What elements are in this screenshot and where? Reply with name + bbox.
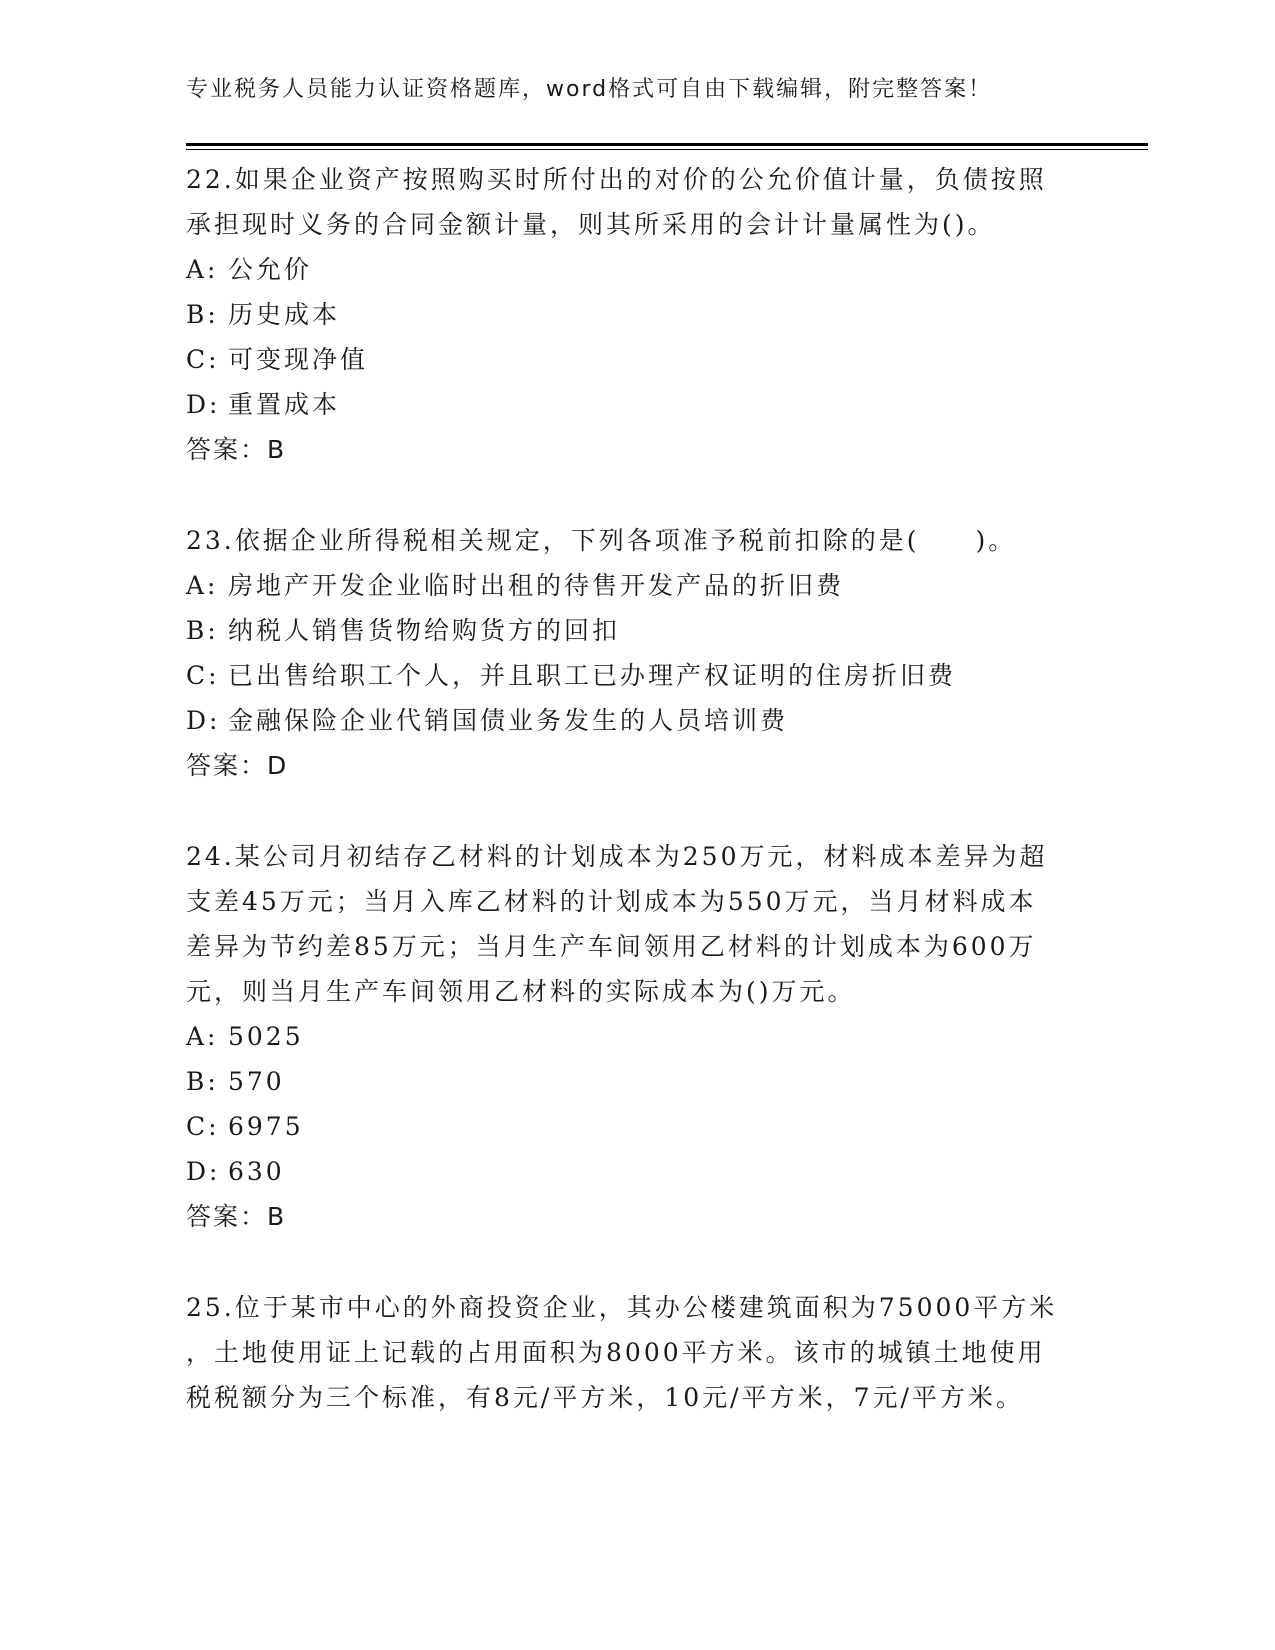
option-b [186, 608, 1086, 653]
option-a [186, 1014, 1086, 1059]
option-d [186, 698, 1086, 743]
question-list [186, 157, 1086, 1420]
option-letter: B: [186, 616, 219, 645]
option-text: 570 [228, 1067, 285, 1096]
option-a [186, 247, 1086, 292]
question-24 [186, 834, 1086, 1239]
option-text: 纳税人销售货物给购货方的回扣 [228, 616, 621, 645]
question-text-line: 22.如果企业资产按照购买时所付出的对价的公允价值计量，负债按照 [186, 165, 1047, 194]
answer-line: 答案：B [186, 1202, 287, 1231]
question-text-line: 承担现时义务的合同金额计量，则其所采用的会计计量属性为()。 [186, 210, 996, 239]
option-letter: B: [186, 1067, 219, 1096]
answer-line: 答案：D [186, 751, 289, 780]
option-letter: A: [186, 1022, 219, 1051]
question-text-line: ，土地使用证上记载的占用面积为8000平方米。该市的城镇土地使用 [186, 1338, 1046, 1367]
question-text-line: 差异为节约差85万元；当月生产车间领用乙材料的计划成本为600万 [186, 932, 1037, 961]
option-letter: D: [186, 390, 221, 419]
option-list [186, 247, 1086, 427]
option-text: 6975 [228, 1112, 304, 1141]
option-letter: D: [186, 706, 221, 735]
header-rule-thin [186, 149, 1148, 150]
option-list [186, 1014, 1086, 1194]
option-b [186, 1059, 1086, 1104]
option-a [186, 563, 1086, 608]
option-text: 可变现净值 [228, 345, 369, 374]
option-text: 公允价 [228, 255, 313, 284]
header-rule-thick [186, 143, 1148, 146]
option-list [186, 563, 1086, 743]
option-c [186, 1104, 1086, 1149]
option-letter: C: [186, 345, 220, 374]
option-text: 历史成本 [228, 300, 341, 329]
option-text: 房地产开发企业临时出租的待售开发产品的折旧费 [228, 571, 845, 600]
question-text-line: 税税额分为三个标准，有8元/平方米，10元/平方米，7元/平方米。 [186, 1383, 1024, 1412]
option-letter: A: [186, 571, 219, 600]
option-c [186, 653, 1086, 698]
question-text-line: 支差45万元；当月入库乙材料的计划成本为550万元，当月材料成本 [186, 887, 1037, 916]
option-text: 已出售给职工个人，并且职工已办理产权证明的住房折旧费 [228, 661, 957, 690]
option-text: 630 [228, 1157, 285, 1186]
option-letter: D: [186, 1157, 221, 1186]
option-b [186, 292, 1086, 337]
question-text-line: 25.位于某市中心的外商投资企业，其办公楼建筑面积为75000平方米 [186, 1293, 1058, 1322]
question-text-line: 24.某公司月初结存乙材料的计划成本为250万元，材料成本差异为超 [186, 842, 1048, 871]
option-d [186, 1149, 1086, 1194]
option-letter: B: [186, 300, 219, 329]
option-letter: C: [186, 1112, 220, 1141]
question-23 [186, 518, 1086, 788]
option-text: 重置成本 [228, 390, 341, 419]
option-letter: A: [186, 255, 219, 284]
page-header: 专业税务人员能力认证资格题库，word格式可自由下载编辑，附完整答案！ [186, 77, 993, 102]
question-22 [186, 157, 1086, 472]
option-letter: C: [186, 661, 220, 690]
question-text-line: 23.依据企业所得税相关规定，下列各项准予税前扣除的是( )。 [186, 526, 1017, 555]
question-25 [186, 1285, 1086, 1420]
option-d [186, 382, 1086, 427]
option-text: 5025 [228, 1022, 304, 1051]
question-text-line: 元，则当月生产车间领用乙材料的实际成本为()万元。 [186, 977, 856, 1006]
option-text: 金融保险企业代销国债业务发生的人员培训费 [228, 706, 789, 735]
option-c [186, 337, 1086, 382]
answer-line: 答案：B [186, 435, 287, 464]
